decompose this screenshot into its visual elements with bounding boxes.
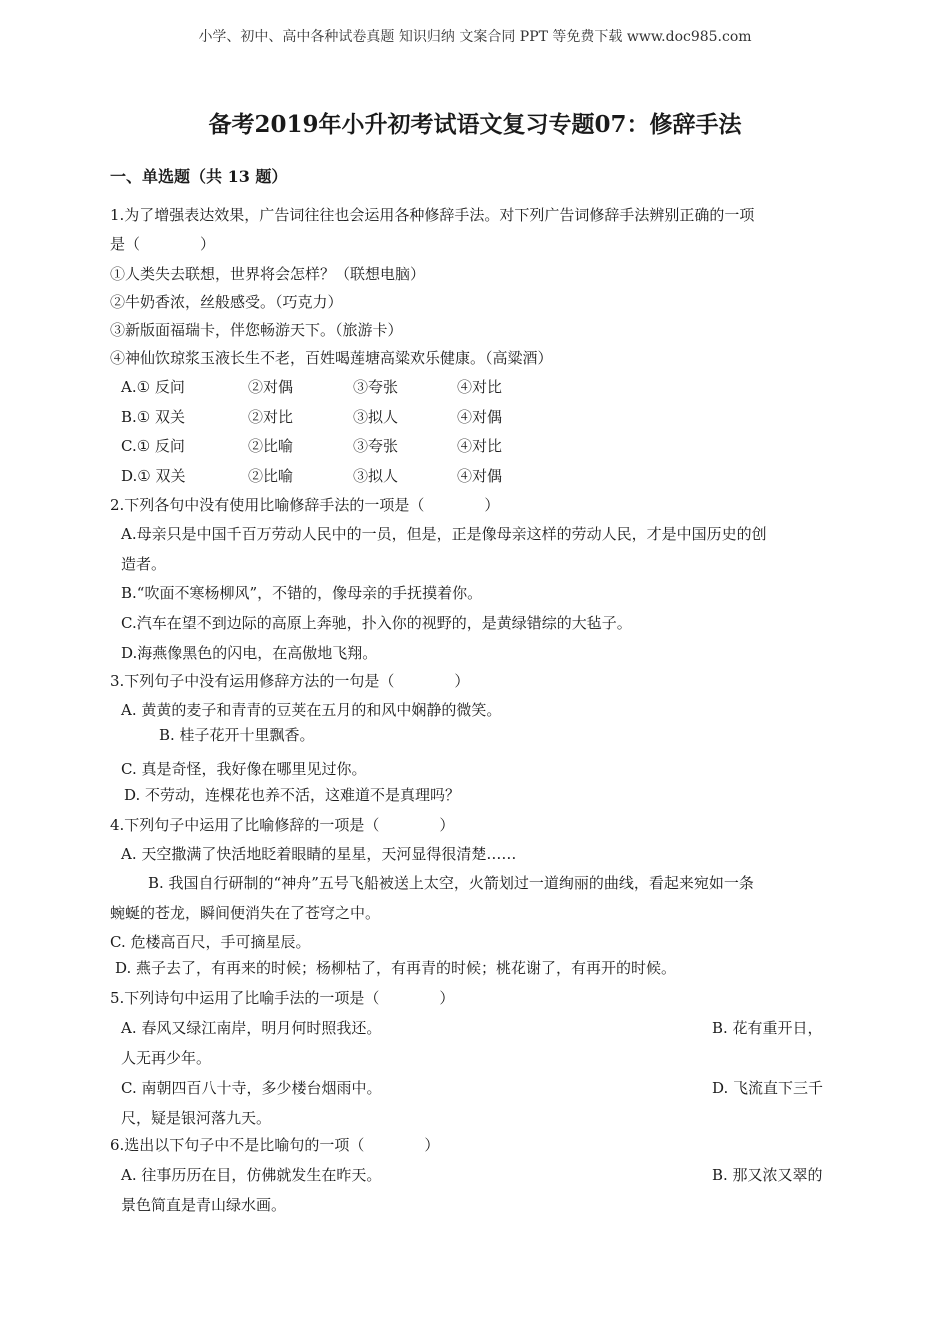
q3-stem: 3.下列句子中没有运用修辞方法的一句是（ ） xyxy=(110,672,470,690)
q1-option-a-4: ④对比 xyxy=(457,378,503,396)
q1-item-4: ④神仙饮琼浆玉液长生不老，百姓喝莲塘高粱欢乐健康。（高粱酒） xyxy=(110,349,553,367)
section-heading: 一、单选题（共 13 题） xyxy=(110,167,288,186)
q1-option-d xyxy=(121,466,502,486)
q5-option-b-line2: 人无再少年。 xyxy=(121,1049,212,1067)
q4-stem: 4.下列句子中运用了比喻修辞的一项是（ ） xyxy=(110,816,455,834)
q1-option-d-3: ③拟人 xyxy=(353,467,399,485)
q5-option-b-line1: B. 花有重开日， xyxy=(712,1019,823,1037)
q2-option-c: C.汽车在望不到边际的高原上奔驰，扑入你的视野的，是黄绿错综的大毡子。 xyxy=(121,614,632,632)
q1-option-b-1: B.① 双关 xyxy=(121,408,186,426)
q1-option-b-3: ③拟人 xyxy=(353,408,399,426)
q2-option-a-line1: A.母亲只是中国千百万劳动人民中的一员，但是，正是像母亲这样的劳动人民，才是中国历史的创 xyxy=(121,525,767,543)
q4-option-b-line2: 蜿蜒的苍龙，瞬间便消失在了苍穹之中。 xyxy=(110,904,381,922)
q6-option-b-line1: B. 那又浓又翠的 xyxy=(712,1166,823,1184)
q5-option-d-line2: 尺，疑是银河落九天。 xyxy=(121,1109,272,1127)
q4-option-a: A. 天空撒满了快活地眨着眼睛的星星，天河显得很清楚…… xyxy=(121,845,517,863)
q1-option-a-2: ②对偶 xyxy=(248,378,294,396)
q1-item-1: ①人类失去联想，世界将会怎样？（联想电脑） xyxy=(110,265,426,283)
q5-stem: 5.下列诗句中运用了比喻手法的一项是（ ） xyxy=(110,989,455,1007)
q1-option-c xyxy=(121,436,502,456)
q4-option-b-line1: B. 我国自行研制的“神舟”五号飞船被送上太空，火箭划过一道绚丽的曲线，看起来宛如一条 xyxy=(148,874,754,892)
q2-option-b: B.“吹面不寒杨柳风”，不错的，像母亲的手抚摸着你。 xyxy=(121,584,483,602)
q1-option-c-3: ③夸张 xyxy=(353,437,399,455)
q1-stem-line2: 是（ ） xyxy=(110,235,216,253)
q1-option-a-3: ③夸张 xyxy=(353,378,399,396)
q1-stem-line1: 1.为了增强表达效果，广告词往往也会运用各种修辞手法。对下列广告词修辞手法辨别正确的一项 xyxy=(110,206,755,224)
q6-option-a: A. 往事历历在目，仿佛就发生在昨天。 xyxy=(121,1166,382,1184)
q3-option-c: C. 真是奇怪，我好像在哪里见过你。 xyxy=(121,760,367,778)
q1-option-d-4: ④对偶 xyxy=(457,467,503,485)
page-title: 备考2019年小升初考试语文复习专题07：修辞手法 xyxy=(208,111,742,138)
q5-option-c: C. 南朝四百八十寺，多少楼台烟雨中。 xyxy=(121,1079,382,1097)
q1-option-b xyxy=(121,407,502,427)
q1-item-3: ③新版面福瑞卡，伴您畅游天下。（旅游卡） xyxy=(110,321,403,339)
q6-option-b-line2: 景色简直是青山绿水画。 xyxy=(121,1196,287,1214)
q4-option-c: C. 危楼高百尺，手可摘星辰。 xyxy=(110,933,311,951)
q1-option-b-2: ②对比 xyxy=(248,408,294,426)
q2-option-a-line2: 造者。 xyxy=(121,555,167,573)
q1-option-d-1: D.① 双关 xyxy=(121,467,186,485)
q3-option-a: A. 黄黄的麦子和青青的豆荚在五月的和风中娴静的微笑。 xyxy=(121,701,502,719)
q1-item-2: ②牛奶香浓，丝般感受。（巧克力） xyxy=(110,293,343,311)
q1-option-c-4: ④对比 xyxy=(457,437,503,455)
q1-option-a-1: A.① 反问 xyxy=(121,378,185,396)
q1-option-c-2: ②比喻 xyxy=(248,437,294,455)
q1-option-c-1: C.① 反问 xyxy=(121,437,185,455)
q5-option-d-line1: D. 飞流直下三千 xyxy=(712,1079,824,1097)
q3-option-b: B. 桂子花开十里飘香。 xyxy=(159,726,315,744)
q2-option-d: D.海燕像黑色的闪电，在高傲地飞翔。 xyxy=(121,644,378,662)
q2-stem: 2.下列各句中没有使用比喻修辞手法的一项是（ ） xyxy=(110,496,500,514)
page-header: 小学、初中、高中各种试卷真题 知识归纳 文案合同 PPT 等免费下载 www.doc985.com xyxy=(198,29,752,45)
q4-option-d: D. 燕子去了，有再来的时候；杨柳枯了，有再青的时候；桃花谢了，有再开的时候。 xyxy=(115,959,677,977)
q1-option-a xyxy=(121,377,502,397)
q3-option-d: D. 不劳动，连棵花也养不活，这难道不是真理吗？ xyxy=(124,786,461,804)
q1-option-b-4: ④对偶 xyxy=(457,408,503,426)
q5-option-a: A. 春风又绿江南岸，明月何时照我还。 xyxy=(121,1019,382,1037)
q1-option-d-2: ②比喻 xyxy=(248,467,294,485)
q6-stem: 6.选出以下句子中不是比喻句的一项（ ） xyxy=(110,1136,440,1154)
